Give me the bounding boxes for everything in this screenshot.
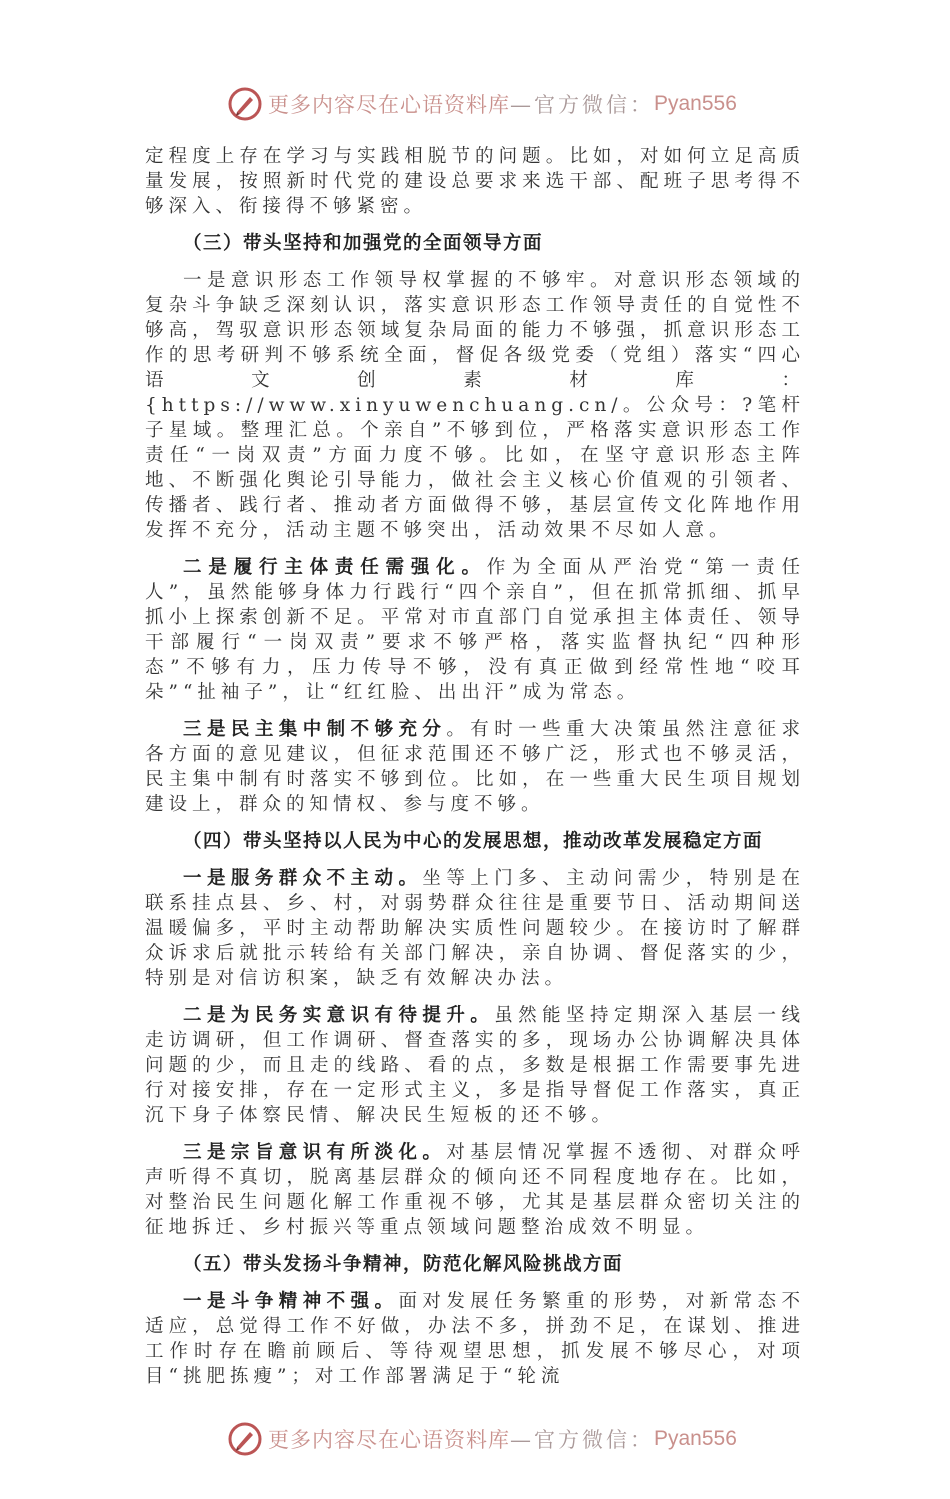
pen-logo-icon bbox=[228, 1422, 262, 1456]
paragraph bbox=[145, 1140, 805, 1240]
paragraph: 定程度上存在学习与实践相脱节的问题。比如，对如何立足高质量发展，按照新时代党的建设总要求来选干部、配班子思考得不够深入、衔接得不够紧密。 bbox=[145, 146, 805, 217]
paragraph-text: 。有时一些重大决策虽然注意征求各方面的意见建议，但征求范围还不够广泛，形式也不够灵活，民主集中制有时落实不够到位。比如，在一些重大民生项目规划建设上，群众的知情权、参与度不够。 bbox=[145, 719, 805, 815]
paragraph-lead: 一是斗争精神不强。 bbox=[183, 1291, 399, 1312]
header-watermark bbox=[228, 0, 950, 124]
watermark-site: 更多内容尽在心语资料库 bbox=[268, 1428, 510, 1452]
paragraph bbox=[145, 717, 805, 817]
paragraph-lead: 二是为民务实意识有待提升。 bbox=[183, 1005, 495, 1026]
paragraph bbox=[145, 1289, 805, 1389]
watermark-wechat-id: Pyan556 bbox=[654, 1427, 737, 1450]
watermark-wechat-id: Pyan556 bbox=[654, 92, 737, 115]
paragraph-text: 坐等上门多、主动问需少，特别是在联系挂点县、乡、村，对弱势群众往往是重要节日、活动期间送温暖偏多，平时主动帮助解决实质性问题较少。在接访时了解群众诉求后就批示转给有关部门解决，亲自协调、督促落实的少，特别是对信访积案，缺乏有效解决办法。 bbox=[145, 868, 805, 989]
paragraph-lead: 三是宗旨意识有所淡化。 bbox=[183, 1142, 447, 1163]
paragraph bbox=[145, 866, 805, 991]
paragraph-text: 作为全面从严治党“第一责任人”，虽然能够身体力行践行“四个亲自”，但在抓常抓细、抓早抓小上探索创新不足。平常对市直部门自觉承担主体责任、领导干部履行“一岗双责”要求不够严格，落实监督执纪“四种形态”不够有力，压力传导不够，没有真正做到经常性地“咬耳朵”“扯袖子”，让“红红脸、出出汗”成为常态。 bbox=[145, 557, 805, 703]
paragraph-text: 虽然能坚持定期深入基层一线走访调研，但工作调研、督查落实的多，现场办公协调解决具体问题的少，而且走的线路、看的点，多数是根据工作需要事先进行对接安排，存在一定形式主义，多是指导督促工作落实，真正沉下身子体察民情、解决民生短板的还不够。 bbox=[145, 1005, 805, 1126]
watermark-wechat-label: —官方微信： bbox=[510, 93, 654, 117]
paragraph bbox=[145, 555, 805, 705]
paragraph: 一是意识形态工作领导权掌握的不够牢。对意识形态领域的复杂斗争缺乏深刻认识，落实意识形态工作领导责任的自觉性不够高，驾驭意识形态领域复杂局面的能力不够强，抓意识形态工作的思考研判不够系统全面，督促各级党委（党组）落实“四心语文创素材库：{https://www.xinyuwenchuang.cn/。公众号：?笔杆子星域。整理汇总。个亲自”不够到位，严格落实意识形态工作责任“一岗双责”方面力度不够。比如，在坚守意识形态主阵地、不断强化舆论引导能力，做社会主义核心价值观的引领者、传播者、践行者、推动者方面做得不够，基层宣传文化阵地作用发挥不充分，活动主题不够突出，活动效果不尽如人意。 bbox=[145, 270, 805, 541]
watermark-wechat-label: —官方微信： bbox=[510, 1428, 654, 1452]
paragraph-lead: 一是服务群众不主动。 bbox=[183, 868, 423, 889]
paragraph-lead: 三是民主集中制不够充分 bbox=[183, 719, 447, 740]
footer-watermark bbox=[228, 1419, 950, 1499]
watermark-site: 更多内容尽在心语资料库 bbox=[268, 93, 510, 117]
section-heading: （三）带头坚持和加强党的全面领导方面 bbox=[183, 233, 544, 254]
paragraph-text: 对基层情况掌握不透彻、对群众呼声听得不真切，脱离基层群众的倾向还不同程度地存在。比如，对整治民生问题化解工作重视不够，尤其是基层群众密切关注的征地拆迁、乡村振兴等重点领域问题整治成效不明显。 bbox=[145, 1142, 805, 1238]
document-body bbox=[145, 144, 805, 1389]
pen-logo-icon bbox=[228, 87, 262, 121]
paragraph-lead: 二是履行主体责任需强化。 bbox=[183, 557, 487, 578]
section-heading: （四）带头坚持以人民为中心的发展思想，推动改革发展稳定方面 bbox=[183, 831, 764, 852]
section-heading: （五）带头发扬斗争精神，防范化解风险挑战方面 bbox=[183, 1254, 624, 1275]
paragraph bbox=[145, 1003, 805, 1128]
paragraph-text: 面对发展任务繁重的形势，对新常态不适应，总觉得工作不好做，办法不多，拼劲不足，在谋划、推进工作时存在瞻前顾后、等待观望思想，抓发展不够尽心，对项目“挑肥拣瘦”；对工作部署满足于“轮流 bbox=[145, 1291, 805, 1387]
